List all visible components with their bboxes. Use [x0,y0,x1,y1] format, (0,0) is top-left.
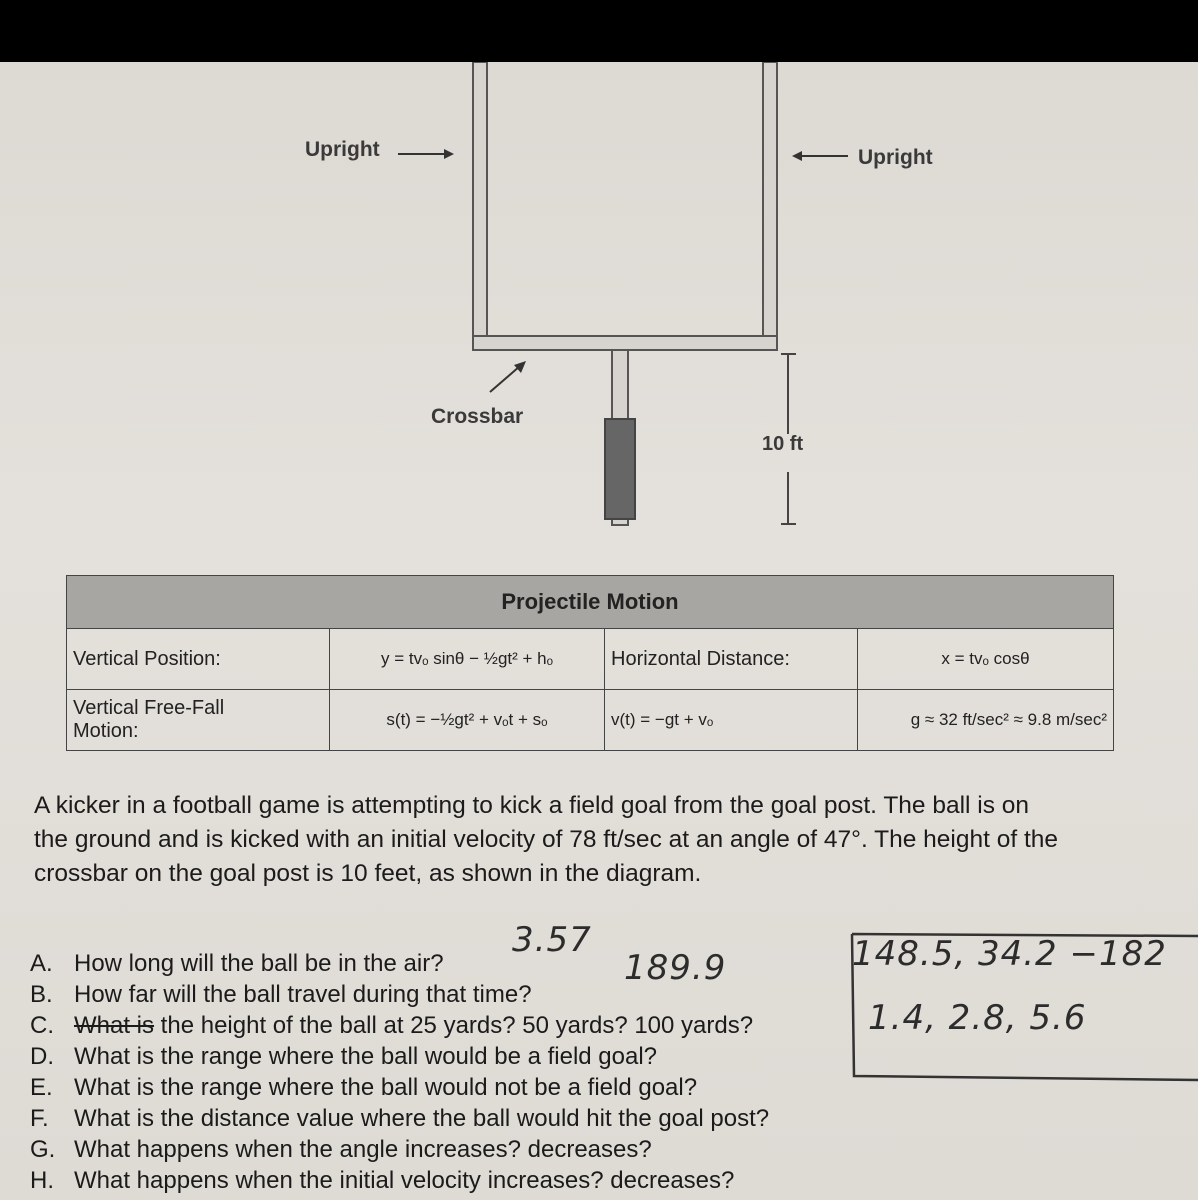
worksheet-page [0,62,1198,1200]
goal-post-diagram [0,62,1198,542]
gravity-formula: g ≈ 32 ft/sec² ≈ 9.8 m/sec² [858,690,1114,751]
crossbar [473,336,777,350]
question-d: D. What is the range where the ball would be a field goal? [30,1043,658,1070]
question-h: H. What happens when the initial velocity increases? decreases? [30,1167,735,1194]
left-upright [473,62,487,346]
height-label: 10 ft [762,433,804,455]
question-g: G. What happens when the angle increases? decreases? [30,1136,652,1163]
handwritten-answer-c-line2: 1.4, 2.8, 5.6 [868,998,1087,1038]
handwritten-answer-a: 3.57 [512,920,592,960]
question-b: B. How far will the ball travel during that time? [30,981,532,1008]
crossbar-label: Crossbar [431,405,524,428]
position-function-formula: s(t) = −½gt² + vₒt + sₒ [330,690,605,751]
question-a: A. How long will the ball be in the air? [30,950,444,977]
horizontal-distance-label: Horizontal Distance: [605,629,858,690]
problem-statement: A kicker in a football game is attempting to kick a field goal from the goal post. The ball is on the ground and is kicked with an initial velocity of 78 ft/sec at an angle of 47°. The height of the crossbar on the goal post is 10 feet, as shown in the diagram. [34,792,1059,887]
table-title: Projectile Motion [67,576,1114,629]
upright-left-label: Upright [305,138,380,161]
vertical-position-formula: y = tvₒ sinθ − ½gt² + hₒ [330,629,605,690]
question-e: E. What is the range where the ball would not be a field goal? [30,1074,698,1101]
post-padding [605,419,635,519]
crossbar-arrow [490,366,520,392]
velocity-function-formula: v(t) = −gt + vₒ [605,690,858,751]
projectile-motion-table [66,575,1114,751]
right-upright [763,62,777,346]
handwritten-answer-c-line1: 148.5, 34.2 −182 [852,934,1167,974]
question-f: F. What is the distance value where the ball would hit the goal post? [30,1105,770,1132]
free-fall-label: Vertical Free-Fall Motion: [67,690,330,751]
handwritten-answer-b: 189.9 [624,948,727,988]
question-c: C. What is the height of the ball at 25 yards? 50 yards? 100 yards? [30,1012,754,1039]
upright-right-label: Upright [858,146,933,169]
vertical-position-label: Vertical Position: [67,629,330,690]
horizontal-distance-formula: x = tvₒ cosθ [858,629,1114,690]
